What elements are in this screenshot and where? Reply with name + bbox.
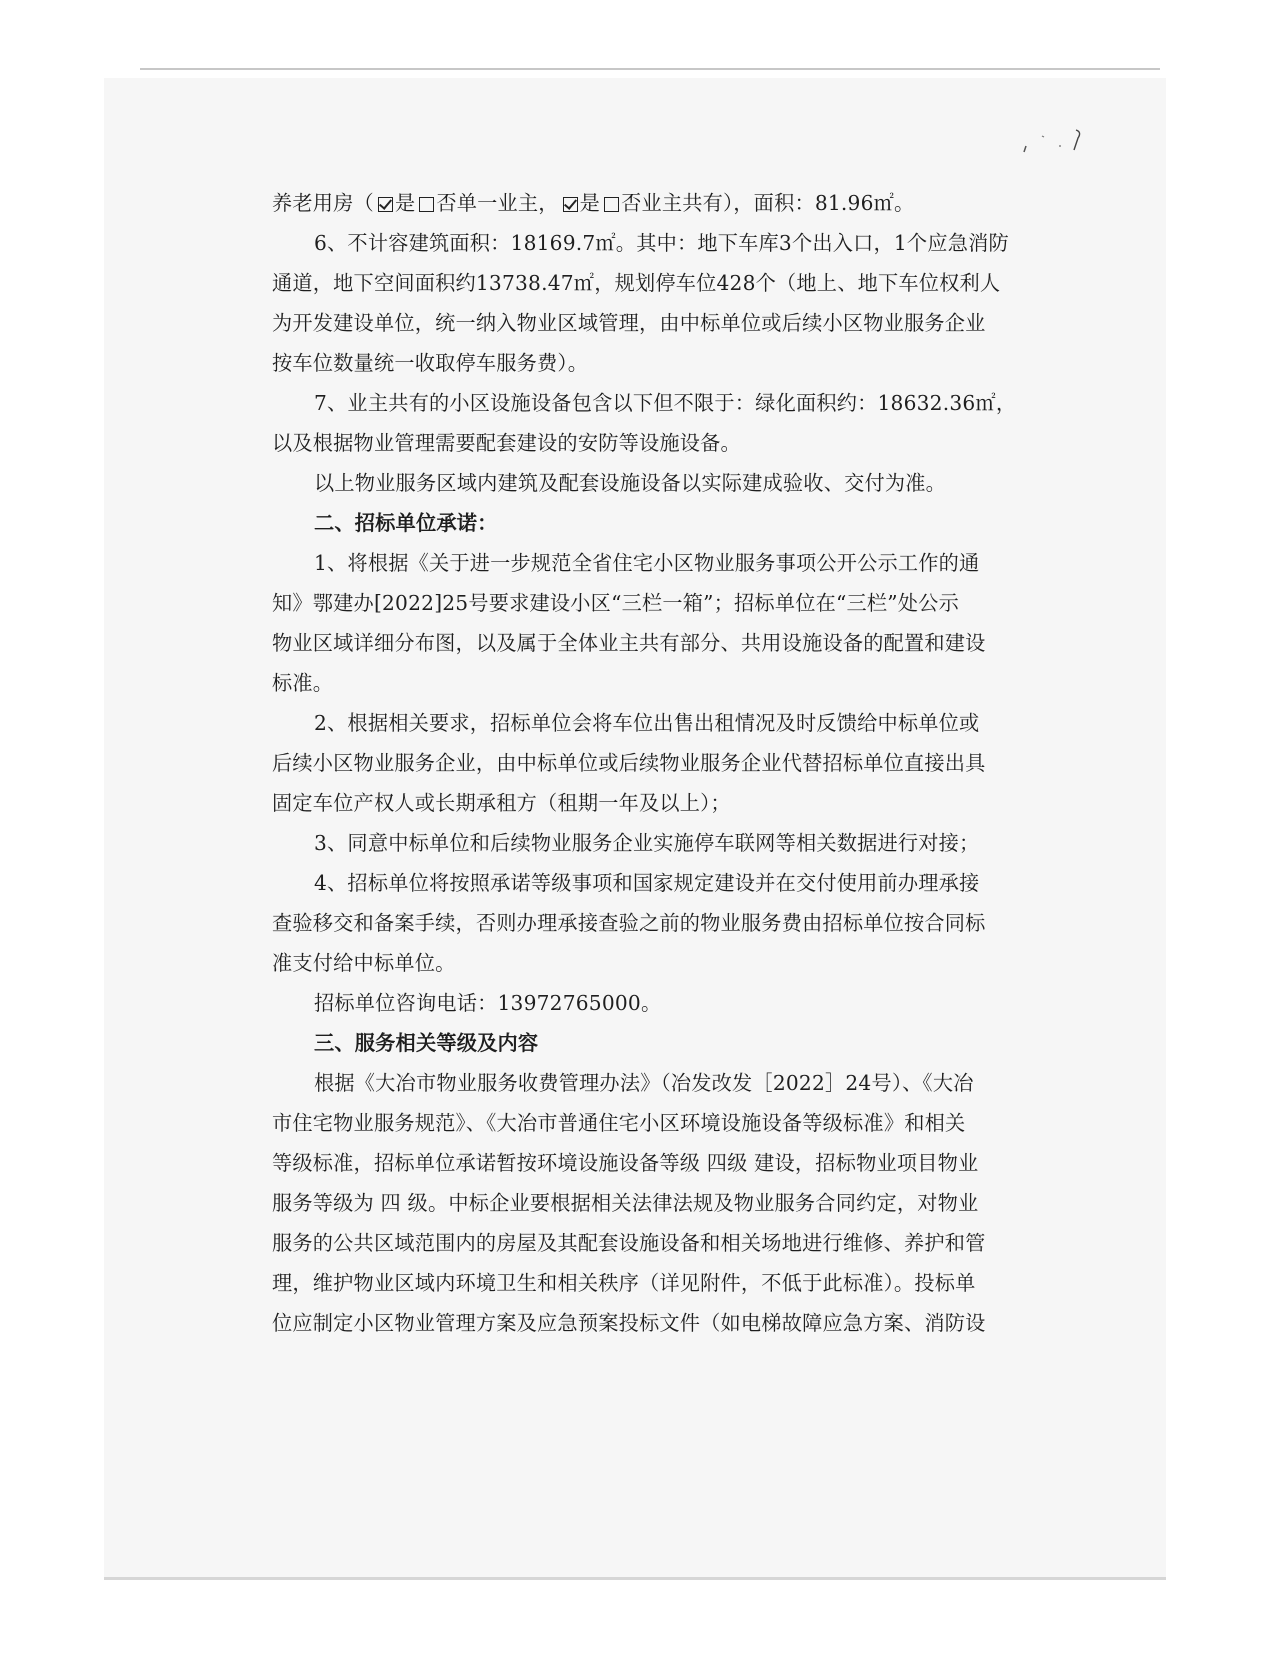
paragraph-line: 3、同意中标单位和后续物业服务企业实施停车联网等相关数据进行对接； [314, 831, 980, 855]
contact-phone-line: 招标单位咨询电话：13972765000。 [314, 991, 662, 1015]
paragraph-line: 2、根据相关要求，招标单位会将车位出售出租情况及时反馈给中标单位或 [314, 711, 980, 735]
single-owner-yes-checkbox [378, 197, 393, 212]
scan-specks [1020, 128, 1100, 164]
paragraph-line: 知》鄂建办[2022]25号要求建设小区“三栏一箱”；招标单位在“三栏”处公示 [272, 591, 959, 615]
elderly-housing-line: 养老用房（ 是 否单一业主， 是 否业主共有），面积：81.96㎡。 [272, 191, 915, 215]
paragraph-line: 物业区域详细分布图，以及属于全体业主共有部分、共用设施设备的配置和建设 [272, 631, 986, 655]
paragraph-line: 通道，地下空间面积约13738.47㎡，规划停车位428个（地上、地下车位权利人 [272, 271, 1001, 295]
section-heading-3: 三、服务相关等级及内容 [314, 1031, 539, 1055]
paragraph-line: 服务的公共区域范围内的房屋及其配套设施设备和相关场地进行维修、养护和管 [272, 1231, 986, 1255]
paragraph-line: 查验移交和备案手续，否则办理承接查验之前的物业服务费由招标单位按合同标 [272, 911, 986, 935]
paragraph-line: 位应制定小区物业管理方案及应急预案投标文件（如电梯故障应急方案、消防设 [272, 1311, 986, 1335]
paragraph-line: 为开发建设单位，统一纳入物业区域管理，由中标单位或后续小区物业服务企业 [272, 311, 986, 335]
paragraph-line: 按车位数量统一收取停车服务费）。 [272, 351, 589, 375]
paragraph-line: 服务等级为 四 级。中标企业要根据相关法律法规及物业服务合同约定，对物业 [272, 1191, 979, 1215]
shared-owner-yes-checkbox [563, 197, 578, 212]
paragraph-line: 1、将根据《关于进一步规范全省住宅小区物业服务事项公开公示工作的通 [314, 551, 980, 575]
paragraph-line: 标准。 [272, 671, 334, 695]
paragraph-line: 以及根据物业管理需要配套建设的安防等设施设备。 [272, 431, 741, 455]
shared-owner-no-checkbox [604, 197, 619, 212]
paragraph-line: 根据《大冶市物业服务收费管理办法》（冶发改发［2022］24号）、《大冶 [314, 1071, 974, 1095]
single-owner-no-checkbox [419, 197, 434, 212]
bottom-edge-rule [104, 1577, 1166, 1580]
section-heading-2: 二、招标单位承诺： [314, 511, 498, 535]
paragraph-line: 后续小区物业服务企业，由中标单位或后续物业服务企业代替招标单位直接出具 [272, 751, 986, 775]
top-edge-rule [140, 68, 1160, 70]
paragraph-line: 固定车位产权人或长期承租方（租期一年及以上）； [272, 791, 731, 815]
paragraph-line: 以上物业服务区域内建筑及配套设施设备以实际建成验收、交付为准。 [314, 471, 947, 495]
paragraph-line: 理，维护物业区域内环境卫生和相关秩序（详见附件，不低于此标准）。投标单 [272, 1271, 976, 1295]
paragraph-line: 准支付给中标单位。 [272, 951, 456, 975]
paragraph-line: 等级标准，招标单位承诺暂按环境设施设备等级 四级 建设，招标物业项目物业 [272, 1151, 979, 1175]
paragraph-line: 6、不计容建筑面积：18169.7㎡。其中：地下车库3个出入口，1个应急消防 [314, 231, 1009, 255]
paragraph-line: 7、业主共有的小区设施设备包含以下但不限于：绿化面积约：18632.36㎡， [314, 391, 1017, 415]
paragraph-line: 市住宅物业服务规范》、《大冶市普通住宅小区环境设施设备等级标准》和相关 [272, 1111, 966, 1135]
paragraph-line: 4、招标单位将按照承诺等级事项和国家规定建设并在交付使用前办理承接 [314, 871, 980, 895]
